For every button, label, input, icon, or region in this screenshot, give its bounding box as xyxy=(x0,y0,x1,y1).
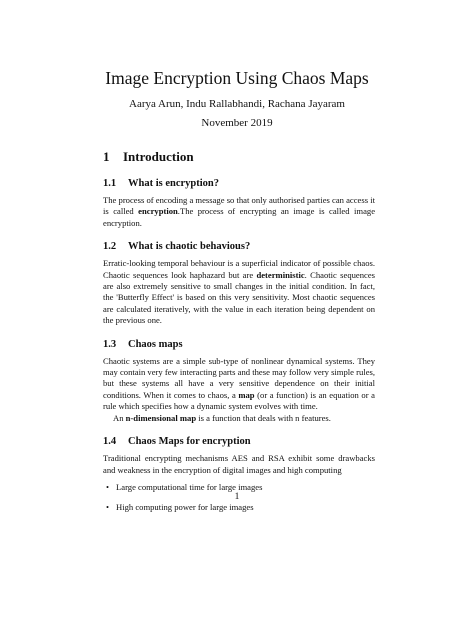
text-run: .The process of encrypting an image is called image encryption. xyxy=(103,206,376,228)
text-run: is a function that deals with n features. xyxy=(196,412,331,423)
text-run: (or a function) is an equation or a rule which specifies how a dynamic system evolves with time. xyxy=(103,389,375,412)
subsection-heading-what-is-encryption xyxy=(103,177,375,191)
subsection-number: 1.3 xyxy=(103,338,117,350)
bold-term: map xyxy=(238,389,255,400)
paragraph-n-dimensional-map xyxy=(103,413,375,424)
section-title: Introduction xyxy=(123,149,194,164)
subsection-title: What is encryption? xyxy=(128,178,220,189)
paper-title: Image Encryption Using Chaos Maps xyxy=(105,68,369,88)
paper-date: November 2019 xyxy=(201,117,273,129)
list-item-text: Large computational time for large images xyxy=(116,481,263,492)
paper-authors: Aarya Arun, Indu Rallabhandi, Rachana Jayaram xyxy=(129,98,345,110)
paragraph-chaotic-behaviour xyxy=(103,258,375,326)
subsection-number: 1.2 xyxy=(103,241,117,253)
bullet-icon: • xyxy=(106,481,110,492)
text-run: Chaotic systems are a simple sub-type of nonlinear dynamical systems. They may contain very few interacting parts and these may follow very simple rules, but these systems all have a very sensitive dependence on their initial conditions. When it comes to chaos, a xyxy=(103,355,375,400)
subsection-heading-chaos-maps-for-encryption xyxy=(103,435,375,449)
section-number: 1 xyxy=(103,149,110,164)
paper-body xyxy=(103,144,375,523)
list-item-text: High computing power for large images xyxy=(116,502,254,513)
text-run: The process of encoding a message so that only authorised parties can access it is called xyxy=(103,195,375,217)
bullet-icon: • xyxy=(106,502,110,513)
subsection-title: What is chaotic behavious? xyxy=(128,241,251,253)
page-number: 1 xyxy=(234,492,240,502)
subsection-number: 1.1 xyxy=(103,178,117,189)
subsection-title: Chaos Maps for encryption xyxy=(128,436,251,448)
text-run: . Chaotic sequences are also extremely sensitive to small changes in the initial condition. In fact, the 'Butterfly Effect' is based on this very sensitivity. Most chaotic sequences are calculated iteratively, with the value in each iteration being dependent on the previous one. xyxy=(103,269,375,326)
list-item xyxy=(103,502,375,513)
subsection-title: Chaos maps xyxy=(128,338,183,350)
text-run: An xyxy=(113,412,126,423)
bold-term: encryption xyxy=(138,206,178,217)
paragraph-chaos-maps xyxy=(103,356,375,413)
subsection-heading-chaotic-behaviour xyxy=(103,240,375,254)
section-heading-introduction xyxy=(103,148,375,166)
text-run: Erratic-looking temporal behaviour is a superficial indicator of possible chaos. Chaotic sequences look haphazard but are xyxy=(103,258,375,280)
paragraph-traditional-mechanisms: Traditional encrypting mechanisms AES and RSA exhibit some drawbacks and weakness in the encryption of digital images and high computing xyxy=(103,453,375,475)
subsection-number: 1.4 xyxy=(103,436,117,448)
paragraph-encryption xyxy=(103,195,375,229)
bold-term: deterministic xyxy=(256,269,305,280)
bold-term: n-dimensional map xyxy=(125,412,197,423)
subsection-heading-chaos-maps xyxy=(103,338,375,352)
